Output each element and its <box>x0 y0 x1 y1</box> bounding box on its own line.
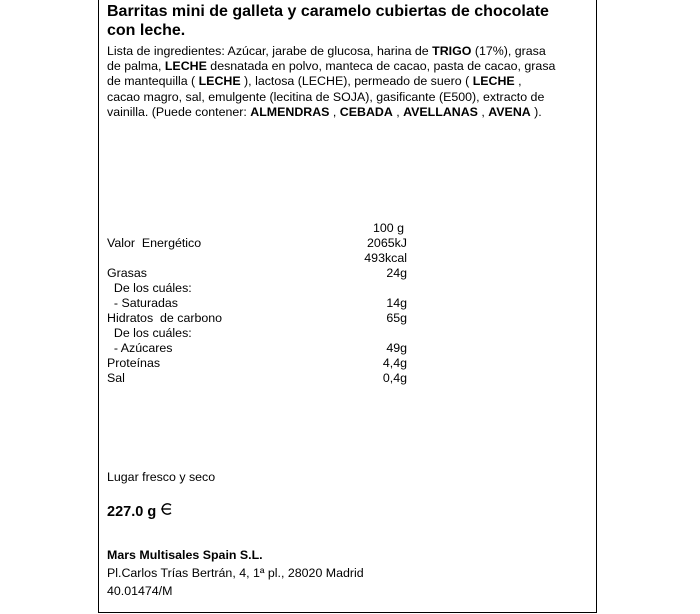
nutrition-label: Grasas <box>107 266 147 280</box>
nutrition-label: Valor Energético <box>107 236 202 250</box>
ingredients-line-3: de mantequilla ( LECHE ), lactosa (LECHE), permeado de suero ( LECHE , <box>107 74 522 89</box>
allergen-leche: LECHE <box>472 74 515 89</box>
allergen-trigo: TRIGO <box>432 44 472 58</box>
title-line-2: con leche. <box>107 22 186 39</box>
nutrition-row <box>107 296 407 311</box>
nutrition-value: 0,4g <box>382 371 407 385</box>
nutrition-row <box>107 356 407 371</box>
allergen-cebada: CEBADA <box>339 104 393 119</box>
nutrition-value: 24g <box>386 266 407 280</box>
nutrition-value: 49g <box>386 341 407 355</box>
allergen-avena: AVENA <box>488 104 531 119</box>
allergen-avellanas: AVELLANAS <box>403 104 478 119</box>
nutrition-row <box>107 326 407 341</box>
nutrition-label: Proteínas <box>107 356 161 370</box>
nutrition-row <box>107 311 407 326</box>
nutrition-row <box>107 281 407 296</box>
ingredients-line-1: Lista de ingredientes: Azúcar, jarabe de glucosa, harina de TRIGO (17%), grasa <box>107 44 546 58</box>
nutrition-header: 100 g <box>372 221 404 235</box>
nutrition-row <box>107 236 407 251</box>
nutrition-value: 14g <box>386 296 407 310</box>
nutrition-value: 493kcal <box>364 251 407 265</box>
registry-number: 40.01474/M <box>107 584 173 598</box>
net-weight <box>107 501 173 522</box>
nutrition-row <box>107 371 407 386</box>
nutrition-label: Sal <box>107 371 125 385</box>
nutrition-label: Hidratos de carbono <box>107 311 223 325</box>
ingredients-list <box>107 44 593 120</box>
allergen-almendras: ALMENDRAS <box>250 104 330 119</box>
ingredients-line-5: vainilla. (Puede contener: ALMENDRAS , CEBADA , AVELLANAS , AVENA ). <box>107 104 542 119</box>
nutrition-label: - Saturadas <box>107 296 178 310</box>
allergen-leche: LECHE <box>198 74 241 89</box>
nutrition-value: 65g <box>386 311 407 325</box>
net-weight-value: 227.0 g <box>107 503 157 520</box>
nutrition-row <box>107 341 407 356</box>
nutrition-header-row <box>107 221 407 236</box>
nutrition-value: 4,4g <box>382 356 407 370</box>
ingredients-line-4: cacao magro, sal, emulgente (lecitina de SOJA), gasificante (E500), extracto de <box>107 89 545 104</box>
title-line-1: Barritas mini de galleta y caramelo cubiertas de chocolate <box>107 3 549 20</box>
nutrition-row <box>107 251 407 266</box>
estimated-sign-icon <box>159 501 173 522</box>
manufacturer-address: Pl.Carlos Trías Bertrán, 4, 1ª pl., 28020 Madrid <box>107 566 364 580</box>
ingredients-line-2: de palma, LECHE desnatada en polvo, manteca de cacao, pasta de cacao, grasa <box>107 59 556 74</box>
nutrition-value: 2065kJ <box>367 236 407 250</box>
product-title <box>107 2 587 40</box>
nutrition-label: De los cuáles: <box>107 281 192 295</box>
manufacturer-name: Mars Multisales Spain S.L. <box>107 548 263 562</box>
nutrition-row <box>107 266 407 281</box>
nutrition-label: De los cuáles: <box>107 326 192 340</box>
nutrition-label: - Azúcares <box>107 341 173 355</box>
allergen-leche: LECHE <box>164 59 207 74</box>
storage-instructions: Lugar fresco y seco <box>107 470 216 484</box>
